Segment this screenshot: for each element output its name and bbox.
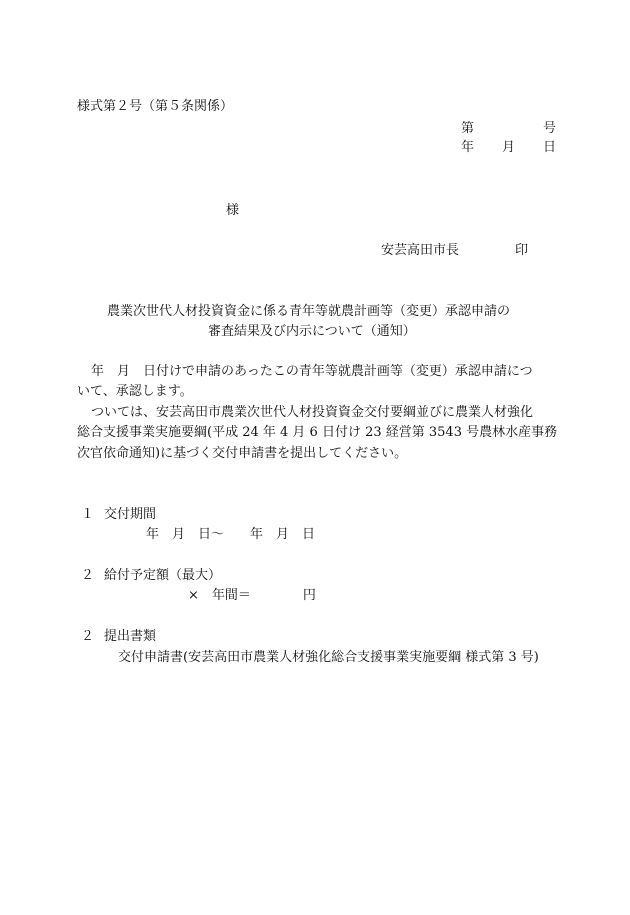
document-title-line-1: 農業次世代人材投資資金に係る青年等就農計画等（変更）承認申請の (107, 304, 511, 319)
item-heading: 提出書類 (104, 629, 157, 644)
item-number: ２ (81, 568, 95, 583)
body-line-3: ついては、安芸高田市農業次世代人材投資資金交付要綱並びに農業人材強化 (91, 405, 534, 420)
item-detail: 年 月 日～ 年 月 日 (146, 527, 316, 542)
sender-name: 安芸高田市長 (381, 243, 460, 258)
doc-number-suffix: 号 (543, 121, 557, 136)
body-line-2: いて、承認します。 (77, 384, 193, 399)
item-detail: 交付申請書(安芸高田市農業人材強化総合支援事業実施要綱 様式第 3 号) (118, 650, 539, 665)
body-line-1: 年 月 日付けで申請のあったこの青年等就農計画等（変更）承認申請につ (91, 364, 533, 379)
date-year: 年 (461, 140, 475, 155)
item-heading: 交付期間 (104, 507, 157, 522)
item-heading: 給付予定額（最大） (104, 568, 222, 583)
document-title-line-2: 審査結果及び内示について（通知） (208, 324, 416, 339)
item-number: １ (81, 507, 95, 522)
doc-number-prefix: 第 (461, 121, 475, 136)
body-line-4: 総合支援事業実施要綱(平成 24 年 4 月 6 日付け 23 経営第 3543 号農林水産事務 (77, 425, 558, 440)
sender-seal: 印 (515, 243, 529, 258)
addressee-honorific: 様 (226, 203, 240, 218)
item-number: ２ (81, 629, 95, 644)
date-month: 月 (502, 140, 516, 155)
form-number: 様式第２号（第５条関係） (77, 99, 234, 114)
body-line-5: 次官依命通知)に基づく交付申請書を提出してください。 (77, 446, 408, 461)
item-detail: × 年間＝ 円 (188, 588, 316, 603)
date-day: 日 (543, 140, 557, 155)
